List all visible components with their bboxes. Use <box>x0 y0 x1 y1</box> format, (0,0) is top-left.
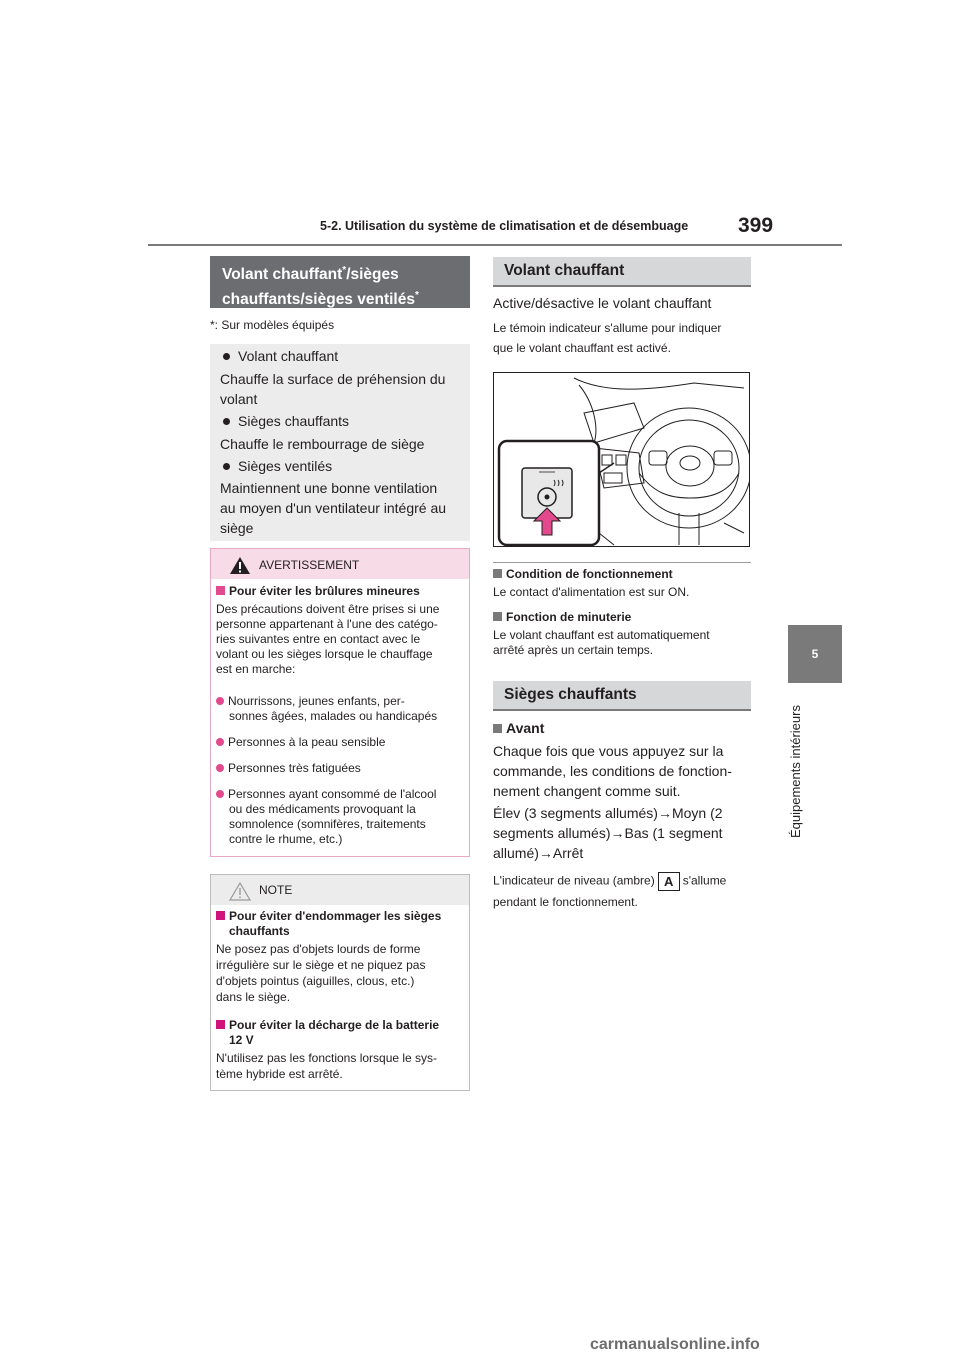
wheel-note: que le volant chauffant est activé. <box>493 341 671 355</box>
bullet-icon <box>223 463 230 470</box>
seat-sequence: segments allumés)→Bas (1 segment <box>493 825 723 841</box>
warning-text: est en marche: <box>216 662 296 676</box>
note-text: N'utilisez pas les fonctions lorsque le sys- <box>216 1051 438 1065</box>
dot-bullet-icon <box>216 697 224 705</box>
watermark: carmanualsonline.info <box>590 1336 760 1353</box>
wheel-note: Le témoin indicateur s'allume pour indiquer <box>493 321 722 335</box>
seat-text: Chaque fois que vous appuyez sur la <box>493 743 724 759</box>
warning-item: Personnes ayant consommé de l'alcool <box>216 787 464 802</box>
divider <box>493 562 751 563</box>
warning-item-text: sonnes âgées, malades ou handicapés <box>229 709 438 723</box>
warning-item-text: ou des médicaments provoquant la <box>229 802 416 816</box>
note-header <box>211 875 469 905</box>
warning-title: AVERTISSEMENT <box>259 558 360 572</box>
dot-bullet-icon <box>216 738 224 746</box>
header-rule <box>148 244 842 246</box>
chapter-tab: 5 <box>788 625 842 683</box>
warning-item-text: somnolence (somnifères, traitements <box>229 817 426 831</box>
feature-desc: Chauffe le rembourrage de siège <box>220 436 425 452</box>
note-text: tème hybride est arrêté. <box>216 1067 343 1081</box>
seat-text: nement changent comme suit. <box>493 783 681 799</box>
note-title: NOTE <box>259 883 293 897</box>
caution-icon <box>229 882 251 901</box>
note-subhead: Pour éviter d'endommager les sièges <box>216 909 464 924</box>
timer-text: Le volant chauffant est automatiquement <box>493 628 710 642</box>
steering-wheel-illustration <box>493 372 750 547</box>
warning-header <box>211 549 469 579</box>
seat-sequence: allumé)→Arrêt <box>493 845 584 861</box>
feature-panel <box>210 344 470 541</box>
warning-item: Nourrissons, jeunes enfants, per- <box>216 694 464 709</box>
square-bullet-icon <box>493 569 502 578</box>
heading-heated-wheel: Volant chauffant <box>493 257 751 287</box>
dot-bullet-icon <box>216 764 224 772</box>
bullet-icon <box>223 418 230 425</box>
timer-text: arrêté après un certain temps. <box>493 643 654 657</box>
seat-sequence: Élev (3 segments allumés)→Moyn (2 <box>493 805 723 821</box>
page-number: 399 <box>738 214 774 237</box>
avant-heading: Avant <box>493 718 755 738</box>
feature-desc: siège <box>220 520 254 536</box>
note-subhead: chauffants <box>229 924 290 938</box>
square-bullet-icon <box>216 586 225 595</box>
note-subhead: 12 V <box>229 1033 254 1047</box>
note-text: irrégulière sur le siège et ne piquez pas <box>216 958 426 972</box>
bullet-icon <box>223 353 230 360</box>
warning-text: Des précautions doivent être prises si une <box>216 602 440 616</box>
steering-wheel-drawing <box>494 373 749 546</box>
warning-text: personne appartenant à l'une des catégo- <box>216 617 438 631</box>
section-title: 5-2. Utilisation du système de climatisation et de désembuage <box>320 219 689 233</box>
feature-desc: volant <box>220 391 258 407</box>
seat-text: commande, les conditions de fonction- <box>493 763 732 779</box>
warning-text: ries suivantes entre en contact avec le <box>216 632 421 646</box>
feature-desc: Maintiennent une bonne ventilation <box>220 480 438 496</box>
footnote: *: Sur modèles équipés <box>210 318 335 332</box>
warning-icon <box>229 556 251 575</box>
condition-heading: Condition de fonctionnement <box>493 567 755 582</box>
dot-bullet-icon <box>216 790 224 798</box>
note-text: dans le siège. <box>216 990 291 1004</box>
indicator-text: pendant le fonctionnement. <box>493 895 638 909</box>
note-text: d'objets pointus (aiguilles, clous, etc.) <box>216 974 415 988</box>
feature-desc: au moyen d'un ventilateur intégré au <box>220 500 447 516</box>
condition-text: Le contact d'alimentation est sur ON. <box>493 585 690 599</box>
note-text: Ne posez pas d'objets lourds de forme <box>216 942 421 956</box>
square-bullet-icon <box>216 1020 225 1029</box>
wheel-intro: Active/désactive le volant chauffant <box>493 295 712 311</box>
feature-item: Volant chauffant <box>220 346 465 366</box>
warning-item: Personnes très fatiguées <box>216 761 464 776</box>
warning-item-text: contre le rhume, etc.) <box>229 832 343 846</box>
warning-text: volant ou les sièges lorsque le chauffage <box>216 647 433 661</box>
note-subhead: Pour éviter la décharge de la batterie <box>216 1018 464 1033</box>
square-bullet-icon <box>216 911 225 920</box>
chapter-label: Équipements intérieurs <box>788 705 803 838</box>
square-bullet-icon <box>493 612 502 621</box>
warning-box <box>210 548 470 857</box>
feature-item: Sièges ventilés <box>220 456 465 476</box>
section-heading-heated: Volant chauffant*/sièges chauffants/sièges ventilés* <box>210 256 470 308</box>
feature-desc: Chauffe la surface de préhension du <box>220 371 446 387</box>
callout-a: A <box>658 872 680 891</box>
note-box <box>210 874 470 1091</box>
warning-item: Personnes à la peau sensible <box>216 735 464 750</box>
indicator-text: L'indicateur de niveau (ambre) A s'allume <box>493 873 727 889</box>
square-bullet-icon <box>493 724 502 733</box>
feature-item: Sièges chauffants <box>220 411 465 431</box>
warning-subhead: Pour éviter les brûlures mineures <box>216 584 464 599</box>
heading-heated-seats: Sièges chauffants <box>493 681 751 711</box>
timer-heading: Fonction de minuterie <box>493 610 755 625</box>
